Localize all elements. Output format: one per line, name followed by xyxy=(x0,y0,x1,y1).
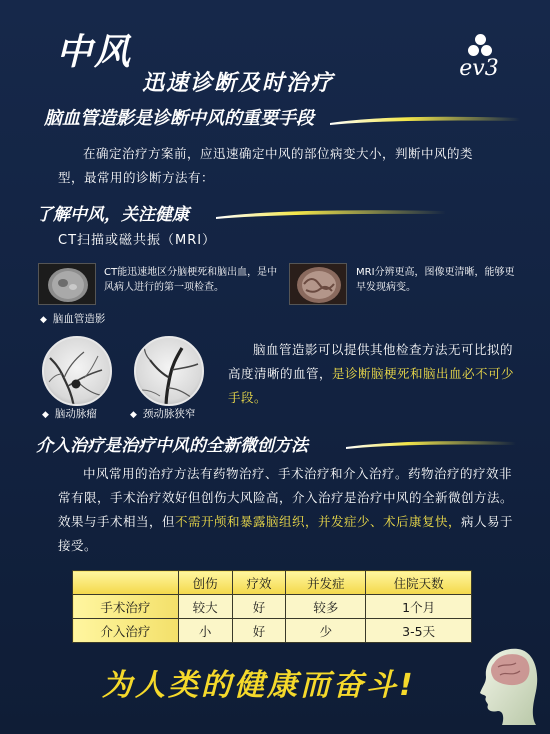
section1-paragraph: 在确定治疗方案前，应迅速确定中风的部位病变大小，判断中风的类型，最常用的诊断方法有： xyxy=(58,146,474,185)
page-subtitle: 迅速诊断及时治疗 xyxy=(142,71,335,96)
diamond-bullet-icon: ◆ xyxy=(42,410,49,420)
stenosis-label-text: 颈动脉狭窄 xyxy=(142,408,196,420)
table-cell: 好 xyxy=(232,619,286,643)
mri-scan-image xyxy=(289,263,347,305)
table-header-cell: 创伤 xyxy=(178,571,232,595)
ev3-logo xyxy=(449,34,509,86)
angiography-label xyxy=(40,311,105,326)
table-cell: 小 xyxy=(178,619,232,643)
table-cell: 较多 xyxy=(286,595,366,619)
table-header-row xyxy=(73,571,472,595)
table-row-header: 介入治疗 xyxy=(73,619,179,643)
ct-caption: CT能迅速地区分脑梗死和脑出血，是中风病人进行的第一项检查。 xyxy=(104,267,278,293)
section3-paragraph-text: 中风常用的治疗方法有药物治疗、手术治疗和介入治疗。药物治疗的疗效非常有限，手术治疗效好但创伤大风险高，介入治疗是治疗中风的全新微创方法。效果与手术相当，但 xyxy=(58,466,514,529)
table-cell: 3-5天 xyxy=(366,619,472,643)
table-cell: 1个月 xyxy=(366,595,472,619)
ct-scan-image xyxy=(38,263,96,305)
angiography-label-text: 脑血管造影 xyxy=(52,313,106,325)
table-cell: 较大 xyxy=(178,595,232,619)
table-header-cell: 疗效 xyxy=(232,571,286,595)
table-header-cell: 住院天数 xyxy=(366,571,472,595)
table-row-header: 手术治疗 xyxy=(73,595,179,619)
comparison-table xyxy=(72,570,472,643)
table-row xyxy=(73,619,472,643)
table-header-cell: 并发症 xyxy=(286,571,366,595)
heading-swoosh-2 xyxy=(216,206,446,220)
slogan: 为人类的健康而奋斗! xyxy=(102,668,416,703)
page-title: 中风 xyxy=(56,32,133,73)
aneurysm-angiogram-image xyxy=(42,336,112,406)
diamond-bullet-icon: ◆ xyxy=(130,410,137,420)
angiography-description-highlight: 是诊断脑梗死和脑出血必不可少手段。 xyxy=(228,366,515,405)
logo-text: ev3 xyxy=(459,56,499,81)
section-heading-know-stroke: 了解中风，关注健康 xyxy=(36,205,189,225)
stenosis-angiogram-image xyxy=(134,336,204,406)
section-heading-angiography: 脑血管造影是诊断中风的重要手段 xyxy=(44,108,314,129)
table-header-cell xyxy=(73,571,179,595)
stenosis-label xyxy=(130,406,195,421)
heading-swoosh-3 xyxy=(346,436,516,450)
section3-paragraph xyxy=(58,462,518,558)
table-cell: 好 xyxy=(232,595,286,619)
diamond-bullet-icon: ◆ xyxy=(40,315,47,325)
table-cell: 少 xyxy=(286,619,366,643)
angiography-description-text: 脑血管造影可以提供其他检查方法无可比拟的高度清晰的血管， xyxy=(228,342,514,381)
heading-swoosh-1 xyxy=(330,112,520,126)
section-heading-interventional: 介入治疗是治疗中风的全新微创方法 xyxy=(36,436,308,456)
aneurysm-label-text: 脑动脉瘤 xyxy=(54,408,97,420)
angiography-description xyxy=(228,338,520,410)
section3-paragraph-tail: 病人易于接受。 xyxy=(58,514,514,553)
aneurysm-label xyxy=(42,406,97,421)
section3-paragraph-highlight: 不需开颅和暴露脑组织，并发症少、术后康复快， xyxy=(175,514,462,529)
mri-caption: MRI分辨更高，图像更清晰，能够更早发现病变。 xyxy=(356,267,515,293)
human-head-brain-icon xyxy=(478,645,540,725)
table-row xyxy=(73,595,472,619)
ct-mri-subheading: CT扫描或磁共振（MRI） xyxy=(58,233,217,248)
